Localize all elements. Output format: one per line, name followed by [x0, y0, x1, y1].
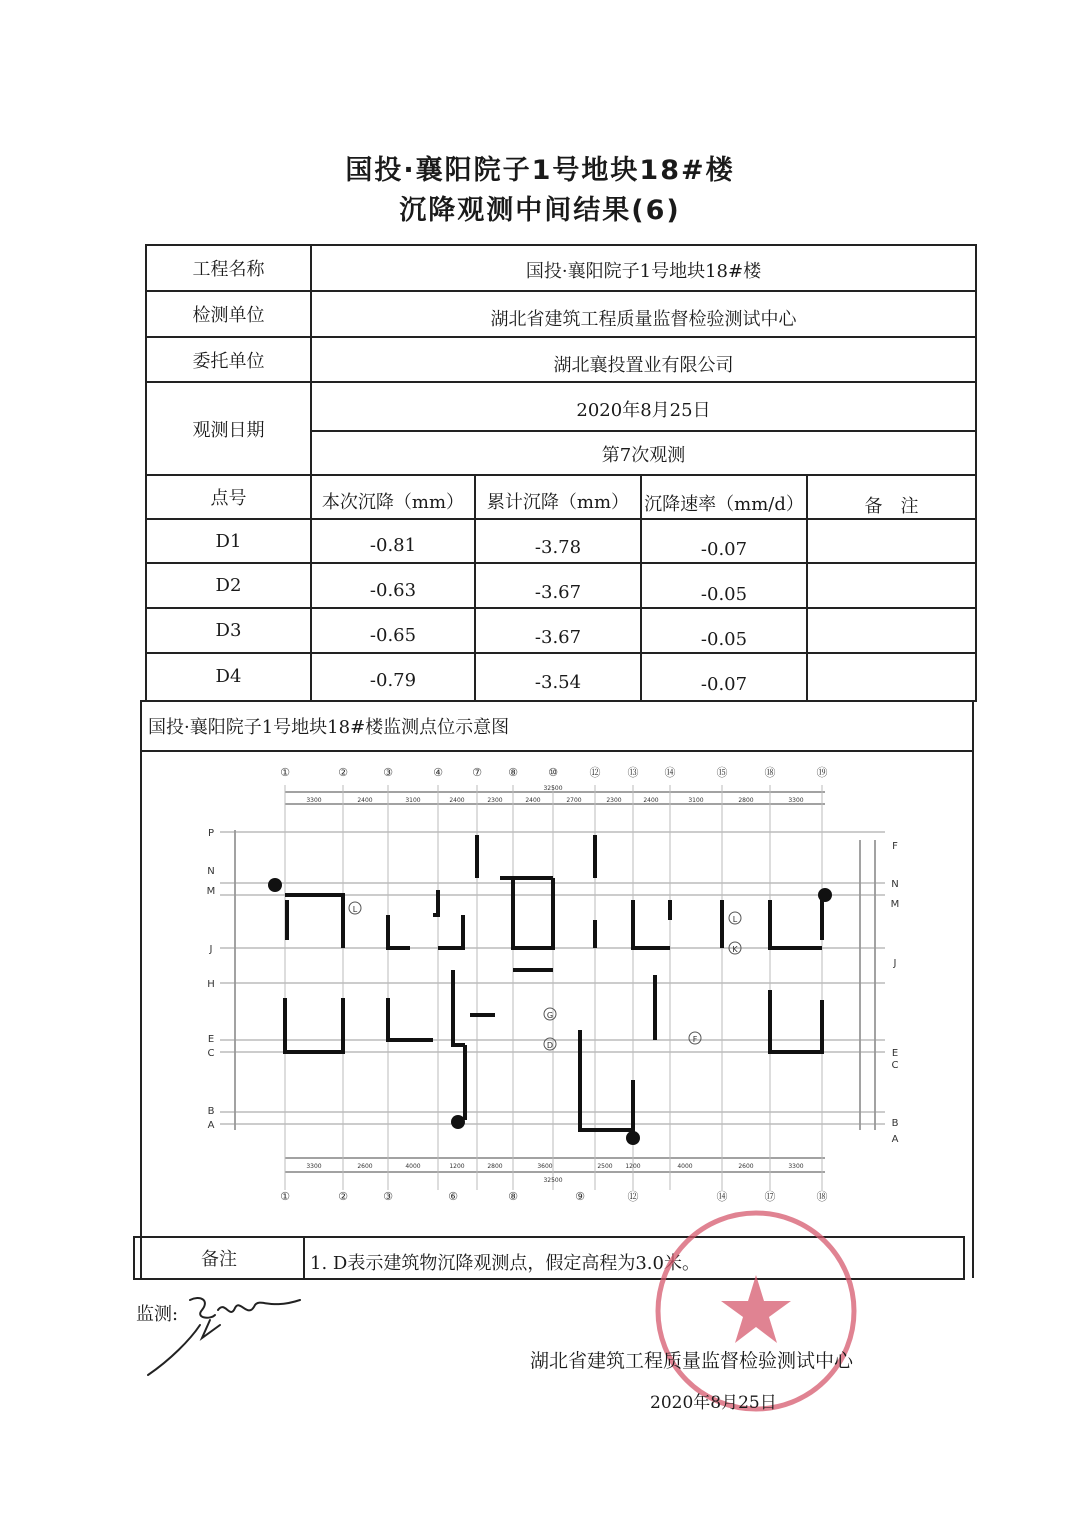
dimension-overall: 32500 — [543, 785, 563, 792]
observation-date-value: 2020年8月25日 — [576, 400, 711, 421]
axis-label-top: ⑧ — [508, 766, 518, 779]
dimension-top: 2800 — [738, 797, 754, 804]
dimension-bottom: 3300 — [788, 1163, 804, 1170]
cell-note — [808, 618, 975, 660]
axis-label-left: B — [207, 1106, 215, 1117]
inspector-value: 湖北省建筑工程质量监督检验测试中心 — [490, 309, 797, 330]
cell-point: D1 — [215, 530, 242, 552]
axis-label-left: E — [207, 1034, 215, 1045]
cell-rate: -0.05 — [700, 583, 748, 605]
cell-point: D2 — [215, 575, 242, 596]
document-subtitle: 沉降观测中间结果(6) — [399, 195, 681, 226]
signature-icon — [140, 1280, 310, 1380]
axis-label-top: ① — [280, 766, 290, 779]
axis-label-top: ⑮ — [716, 766, 728, 779]
dimension-top: 3100 — [405, 797, 421, 804]
cell-rate: -0.07 — [700, 673, 748, 695]
axis-label-right: A — [891, 1134, 899, 1145]
document-title: 国投·襄阳院子1号地块18#楼 — [345, 155, 735, 186]
dimension-top: 3100 — [688, 797, 704, 804]
axis-label-bottom: ⑱ — [816, 1190, 828, 1203]
dimension-bottom: 3600 — [537, 1163, 553, 1170]
cell-cumulative: -3.78 — [534, 536, 582, 558]
cell-rate: -0.05 — [700, 628, 748, 650]
dimension-overall: 32500 — [543, 1177, 563, 1184]
axis-label-inner: F — [692, 1035, 698, 1044]
cell-current: -0.63 — [369, 579, 417, 601]
dimension-bottom: 2800 — [487, 1163, 503, 1170]
axis-label-bottom: ② — [338, 1190, 348, 1203]
axis-label-top: ⑦ — [472, 766, 482, 779]
dimension-top: 2400 — [643, 797, 659, 804]
axis-label-bottom: ⑰ — [764, 1190, 776, 1203]
official-seal-icon — [650, 1205, 862, 1417]
monitor-label: 监测: — [136, 1304, 179, 1325]
cell-cumulative: -3.67 — [534, 626, 582, 648]
observation-round-value: 第7次观测 — [601, 445, 686, 466]
project-name-value: 国投·襄阳院子1号地块18#楼 — [525, 261, 762, 282]
cell-note — [808, 528, 975, 570]
cell-point: D4 — [215, 665, 242, 687]
cell-note — [808, 663, 975, 705]
dimension-bottom: 3300 — [306, 1163, 322, 1170]
remark-label: 备注 — [201, 1249, 237, 1270]
dimension-top: 2400 — [449, 797, 465, 804]
dimension-bottom: 2600 — [738, 1163, 754, 1170]
floor-plan-diagram — [195, 760, 915, 1210]
dimension-top: 2400 — [525, 797, 541, 804]
axis-label-top: ⑱ — [764, 766, 776, 779]
axis-label-right: J — [893, 958, 897, 969]
axis-label-bottom: ① — [280, 1190, 290, 1203]
axis-label-top: ⑲ — [816, 766, 828, 779]
axis-label-right: E — [891, 1048, 899, 1059]
axis-label-bottom: ⑨ — [575, 1190, 585, 1203]
axis-label-right: B — [891, 1118, 899, 1129]
dimension-bottom: 1200 — [449, 1163, 465, 1170]
axis-label-top: ⑩ — [548, 766, 558, 779]
axis-label-bottom: ③ — [383, 1190, 393, 1203]
dimension-top: 2300 — [606, 797, 622, 804]
issuing-organization: 湖北省建筑工程质量监督检验测试中心 — [530, 1350, 854, 1372]
axis-label-top: ⑬ — [627, 766, 639, 779]
remark-text: 1. D表示建筑物沉降观测点，假定高程为3.0米。 — [310, 1253, 700, 1274]
col-header-current: 本次沉降（mm） — [321, 492, 465, 513]
axis-label-right: M — [890, 899, 900, 910]
axis-label-right: F — [892, 841, 898, 852]
axis-label-top: ② — [338, 766, 348, 779]
axis-label-top: ⑭ — [664, 766, 676, 779]
axis-label-inner: K — [732, 945, 738, 954]
dimension-bottom: 4000 — [677, 1163, 693, 1170]
axis-label-inner: L — [352, 905, 358, 914]
dimension-top: 2300 — [487, 797, 503, 804]
client-value: 湖北襄投置业有限公司 — [553, 355, 734, 376]
project-name-label: 工程名称 — [192, 259, 265, 280]
dimension-bottom: 2600 — [357, 1163, 373, 1170]
axis-label-left: M — [206, 886, 216, 897]
client-label: 委托单位 — [192, 350, 265, 372]
observation-date-label: 观测日期 — [192, 419, 265, 441]
cell-current: -0.79 — [369, 669, 417, 691]
cell-current: -0.65 — [369, 624, 417, 646]
dimension-bottom: 2500 — [597, 1163, 613, 1170]
col-header-cumulative: 累计沉降（mm） — [486, 492, 630, 513]
axis-label-bottom: ⑭ — [716, 1190, 728, 1203]
axis-label-inner: L — [732, 915, 738, 924]
axis-label-top: ⑫ — [589, 766, 601, 779]
axis-label-top: ③ — [383, 766, 393, 779]
axis-label-right: C — [891, 1060, 899, 1071]
dimension-top: 3300 — [788, 797, 804, 804]
axis-label-right: N — [891, 879, 899, 890]
axis-label-left: N — [207, 866, 215, 877]
dimension-bottom: 1200 — [625, 1163, 641, 1170]
axis-label-left: C — [207, 1048, 215, 1059]
cell-rate: -0.07 — [700, 538, 748, 560]
inspector-label: 检测单位 — [192, 305, 265, 326]
axis-label-top: ④ — [433, 766, 443, 779]
col-header-point: 点号 — [210, 488, 247, 509]
axis-label-inner: G — [546, 1011, 554, 1020]
cell-point: D3 — [215, 620, 242, 641]
dimension-bottom: 4000 — [405, 1163, 421, 1170]
cell-cumulative: -3.67 — [534, 581, 582, 603]
col-header-note: 备 注 — [864, 496, 919, 517]
axis-label-left: P — [207, 828, 215, 839]
axis-label-bottom: ⑧ — [508, 1190, 518, 1203]
dimension-top: 3300 — [306, 797, 322, 804]
axis-label-left: H — [207, 979, 215, 990]
cell-note — [808, 573, 975, 615]
col-header-rate: 沉降速率（mm/d） — [644, 494, 804, 515]
axis-label-left: J — [209, 944, 213, 955]
issue-date: 2020年8月25日 — [650, 1393, 777, 1413]
axis-label-left: A — [207, 1120, 215, 1131]
cell-cumulative: -3.54 — [534, 671, 582, 693]
diagram-title: 国投·襄阳院子1号地块18#楼监测点位示意图 — [148, 717, 510, 738]
dimension-top: 2700 — [566, 797, 582, 804]
dimension-top: 2400 — [357, 797, 373, 804]
axis-label-inner: D — [546, 1041, 554, 1050]
axis-label-bottom: ⑥ — [448, 1190, 458, 1203]
cell-current: -0.81 — [369, 534, 417, 556]
axis-label-bottom: ⑫ — [627, 1190, 639, 1203]
